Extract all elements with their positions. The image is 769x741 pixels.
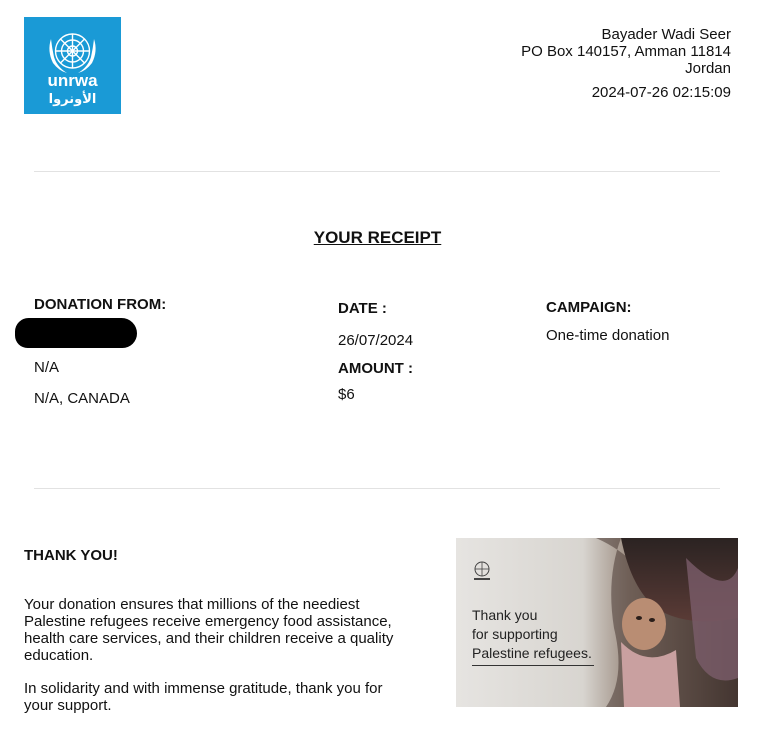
promo-line-3: Palestine refugees. (472, 645, 592, 661)
thank-you-paragraph-2: In solidarity and with immense gratitude, thank you for your support. (24, 680, 383, 714)
logo-latin-text: unrwa (47, 71, 98, 90)
thank-you-heading: THANK YOU! (24, 547, 118, 564)
donation-from-label: DONATION FROM: (34, 296, 167, 313)
redacted-donor-name (15, 318, 137, 348)
address-line-3: Jordan (685, 60, 731, 77)
donor-line-2: N/A (34, 359, 60, 376)
amount-label: AMOUNT : (338, 360, 413, 377)
logo-arabic-text: الأونروا (48, 92, 97, 107)
promo-underline (472, 665, 594, 666)
date-label: DATE : (338, 300, 387, 317)
address-line-2: PO Box 140157, Amman 11814 (521, 43, 731, 60)
promo-line-2: for supporting (472, 626, 558, 642)
unrwa-logo (24, 17, 121, 114)
date-value: 26/07/2024 (338, 332, 414, 349)
thank-you-message (24, 596, 404, 730)
receipt-timestamp: 2024-07-26 02:15:09 (591, 84, 731, 101)
donor-location: N/A, CANADA (34, 390, 130, 407)
thank-you-paragraph-1: Your donation ensures that millions of the neediest Palestine refugees receive emergency food assistance, health care services, and their children receive a quality education. (24, 596, 394, 664)
promo-un-icon (471, 560, 493, 582)
campaign-value: One-time donation (546, 327, 670, 344)
campaign-label: CAMPAIGN: (546, 299, 632, 316)
org-address (521, 26, 731, 77)
receipt-title: YOUR RECEIPT (313, 228, 442, 247)
top-divider (34, 171, 720, 172)
amount-value: $6 (338, 386, 355, 403)
address-line-1: Bayader Wadi Seer (601, 26, 731, 43)
bottom-divider (34, 488, 720, 489)
un-emblem-icon (24, 17, 121, 114)
thank-you-promo-image (456, 538, 738, 707)
promo-line-1: Thank you (472, 607, 538, 623)
promo-caption (472, 606, 592, 663)
